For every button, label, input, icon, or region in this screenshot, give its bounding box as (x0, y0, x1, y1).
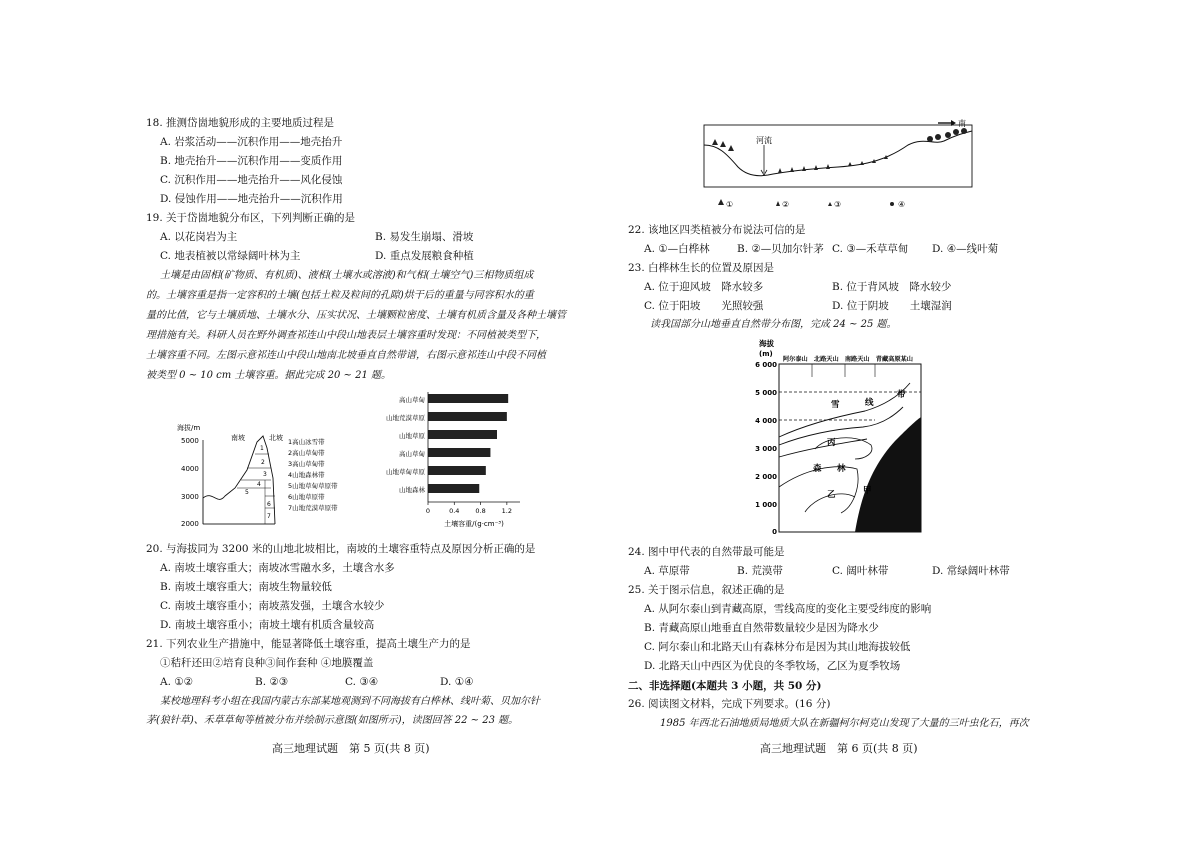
section-2-heading: 二、非选择题(本题共 3 小题，共 50 分) (628, 680, 822, 692)
q23-option-a: A. 位于迎风坡 降水较多 (644, 281, 764, 293)
bar-x-tick-label: 0 (425, 507, 431, 515)
q21-option-d: D. ①④ (440, 676, 474, 688)
mountain-south-slope: 南坡 (231, 434, 245, 442)
q20-option-a: A. 南坡土壤容重大；南坡冰雪融水多，土壤含水多 (160, 562, 395, 574)
veg-legend-item: ② (782, 200, 790, 209)
mountain-ytick: 4000 (181, 465, 199, 473)
zones-ytick: 5 000 (755, 389, 777, 397)
q25-stem: 25. 关于图示信息，叙述正确的是 (628, 584, 785, 596)
passage1-line3: 量的比值，它与土壤质地、土壤水分、压实状况、土壤颗粒密度、土壤有机质含量及各种土壤管 (146, 310, 566, 321)
q25-option-a: A. 从阿尔泰山到青藏高原，雪线高度的变化主要受纬度的影响 (644, 603, 932, 615)
zone-number: 2 (261, 459, 265, 466)
q18-option-a: A. 岩浆活动——沉积作用——地壳抬升 (160, 136, 343, 148)
zones-label: 线 (865, 398, 874, 408)
bar-category-label: 山地草甸草原 (386, 468, 425, 476)
q23-option-d: D. 位于阴坡 土壤湿润 (832, 300, 952, 312)
zones-label: 林 (837, 464, 846, 474)
passage2-line1: 某校地理科考小组在我国内蒙古东部某地观测到不同海拔有白桦林、线叶菊、贝加尔针 (160, 696, 540, 707)
q19-option-d: D. 重点发展粮食种植 (375, 250, 474, 262)
q18-option-b: B. 地壳抬升——沉积作用——变质作用 (160, 155, 343, 167)
river-label: 河流 (756, 136, 772, 145)
zones-mountain-names: 阿尔泰山 北路天山 南路天山 青藏高原某山 (783, 356, 913, 363)
q18-option-d: D. 侵蚀作用——地壳抬升——沉积作用 (160, 193, 343, 205)
q18-stem: 18. 推测岱崮地貌形成的主要地质过程是 (146, 117, 335, 129)
bar (428, 430, 497, 439)
bar (428, 412, 507, 421)
intro-24-25: 读我国部分山地垂直自然带分布图，完成 24 ~ 25 题。 (650, 319, 897, 330)
q24-option-d: D. 常绿阔叶林带 (932, 565, 1010, 577)
zones-ytick: 2 000 (755, 473, 777, 481)
bar-category-label: 高山草甸 (399, 450, 425, 458)
zones-ytick: 6 000 (755, 361, 777, 369)
q20-stem: 20. 与海拔同为 3200 米的山地北坡相比，南坡的土壤容重特点及原因分析正确的是 (146, 543, 536, 555)
bar (428, 484, 479, 493)
q21-option-b: B. ②③ (255, 676, 289, 688)
q25-option-c: C. 阿尔泰山和北路天山有森林分布是因为其山地海拔较低 (644, 641, 911, 653)
passage1-line4: 理措施有关。科研人员在野外调查祁连山中段山地表层土壤容重时发现：不同植被类型下， (146, 330, 546, 341)
q19-option-c: C. 地表植被以常绿阔叶林为主 (160, 250, 301, 262)
mountain-ytick: 3000 (181, 493, 199, 501)
q20-option-d: D. 南坡土壤容重小；南坡土壤有机质含量较高 (160, 619, 375, 631)
passage1-line1: 土壤是由固相(矿物质、有机质)、液相(土壤水或溶液)和气相(土壤空气)三相物质组成 (160, 270, 534, 281)
zones-ytick: 0 (772, 528, 777, 536)
veg-legend-item: ① (726, 200, 734, 209)
q24-stem: 24. 图中甲代表的自然带最可能是 (628, 546, 785, 558)
zones-ylabel: 海拔 (759, 339, 774, 348)
zone-number: 1 (260, 445, 264, 452)
mountain-ylabel: 海拔/m (177, 424, 201, 432)
bar-x-tick-label: 0.8 (475, 507, 486, 515)
q18-option-c: C. 沉积作用——地壳抬升——风化侵蚀 (160, 174, 343, 186)
q21-option-a: A. ①② (160, 676, 194, 688)
zone-number: 5 (245, 489, 249, 496)
q20-option-c: C. 南坡土壤容重小；南坡蒸发强，土壤含水较少 (160, 600, 385, 612)
zone-number: 7 (267, 513, 271, 520)
mountain-legend-item: 2高山草甸带 (288, 449, 325, 457)
q22-option-a: A. ①—白桦林 (644, 243, 710, 255)
q24-option-c: C. 阔叶林带 (832, 565, 889, 577)
zones-ytick: 4 000 (755, 417, 777, 425)
q20-option-b: B. 南坡土壤容重大；南坡生物量较低 (160, 581, 332, 593)
soil-density-bar-chart (380, 390, 530, 530)
passage1-line2: 的。土壤容重是指一定容积的土壤(包括土粒及粒间的孔隙)烘干后的重量与同容积水的重 (146, 290, 534, 301)
left-page-footer: 高三地理试题 第 5 页(共 8 页) (272, 742, 430, 755)
q19-option-b: B. 易发生崩塌、滑坡 (375, 231, 474, 243)
zone-number: 4 (257, 481, 261, 488)
vegetation-section-figure (698, 115, 983, 215)
veg-legend-item: ④ (898, 200, 906, 209)
q23-stem: 23. 白桦林生长的位置及原因是 (628, 262, 775, 274)
bar-category-label: 山地荒漠草原 (386, 414, 425, 422)
q22-option-d: D. ④—线叶菊 (932, 243, 999, 255)
q22-option-b: B. ②—贝加尔针茅 (737, 243, 824, 255)
zones-ytick: 1 000 (755, 501, 777, 509)
q26-stem: 26. 阅读图文材料，完成下列要求。(16 分) (628, 698, 831, 710)
q19-option-a: A. 以花岗岩为主 (160, 231, 238, 243)
zones-label: 丙 (827, 438, 836, 448)
bar-category-label: 山地森林 (399, 486, 425, 494)
passage1-line6: 被类型 0 ~ 10 cm 土壤容重。据此完成 20 ~ 21 题。 (146, 370, 391, 381)
bar-x-tick-label: 1.2 (501, 507, 513, 515)
mountain-legend-item: 5山地草甸草原带 (288, 482, 338, 490)
vertical-zones-figure (745, 337, 935, 537)
q24-option-b: B. 荒漠带 (737, 565, 783, 577)
zones-label: 森 (813, 464, 822, 474)
mountain-legend-item: 6山地草原带 (288, 493, 325, 501)
q21-option-c: C. ③④ (345, 676, 379, 688)
veg-legend-item: ③ (834, 200, 842, 209)
q23-option-b: B. 位于背风坡 降水较少 (832, 281, 952, 293)
mountain-legend-item: 3高山草甸带 (288, 460, 325, 468)
passage2-line2: 茅(狼针草)、禾草草甸等植被分布并绘制示意图(如图所示)，读图回答 22 ~ 23 题。 (146, 715, 519, 726)
zones-label: 带 (897, 390, 906, 400)
q22-option-c: C. ③—禾草草甸 (832, 243, 909, 255)
zones-ytick: 3 000 (755, 445, 777, 453)
bar-x-tick-label: 0.4 (449, 507, 460, 515)
zones-label: 乙 (827, 490, 836, 500)
q22-stem: 22. 该地区四类植被分布说法可信的是 (628, 224, 806, 236)
bar (428, 394, 508, 403)
q26-material: 1985 年西北石油地质局地质大队在新疆柯尔柯克山发现了大量的三叶虫化石，再次 (660, 718, 1029, 729)
q21-items: ①秸秆还田②培育良种③间作套种 ④地膜覆盖 (160, 657, 374, 669)
q19-stem: 19. 关于岱崮地貌分布区，下列判断正确的是 (146, 212, 356, 224)
mountain-legend-item: 4山地森林带 (288, 471, 325, 479)
q21-stem: 21. 下列农业生产措施中，能显著降低土壤容重，提高土壤生产力的是 (146, 638, 471, 650)
zones-ylabel-unit: (m) (759, 350, 773, 358)
zone-number: 3 (263, 471, 267, 478)
q25-option-d: D. 北路天山中西区为优良的冬季牧场，乙区为夏季牧场 (644, 660, 901, 672)
mountain-legend-item: 7山地荒漠草原带 (288, 504, 338, 512)
bar (428, 448, 490, 457)
q25-option-b: B. 青藏高原山地垂直自然带数量较少是因为降水少 (644, 622, 879, 634)
bar (428, 466, 486, 475)
bar-chart-xlabel: 土壤容重/(g·cm⁻³) (444, 520, 504, 528)
bar-category-label: 山地草原 (399, 432, 425, 440)
mountain-ytick: 5000 (181, 437, 199, 445)
mountain-north-slope: 北坡 (269, 434, 283, 442)
right-page-footer: 高三地理试题 第 6 页(共 8 页) (760, 742, 918, 755)
q24-option-a: A. 草原带 (644, 565, 690, 577)
mountain-ytick: 2000 (181, 520, 199, 528)
mountain-legend-item: 1高山冰雪带 (288, 438, 325, 446)
q23-option-c: C. 位于阳坡 光照较强 (644, 300, 764, 312)
bar-category-label: 高山草甸 (399, 396, 425, 404)
passage1-line5: 土壤容重不同。左图示意祁连山中段山地南北坡垂直自然带谱，右图示意祁连山中段不同植 (146, 350, 546, 361)
zones-label: 雪 (831, 400, 840, 410)
south-direction-label: 南 (958, 119, 966, 128)
mountain-zone-figure (175, 418, 375, 530)
zones-label: 甲 (863, 486, 872, 496)
zone-number: 6 (267, 501, 271, 508)
